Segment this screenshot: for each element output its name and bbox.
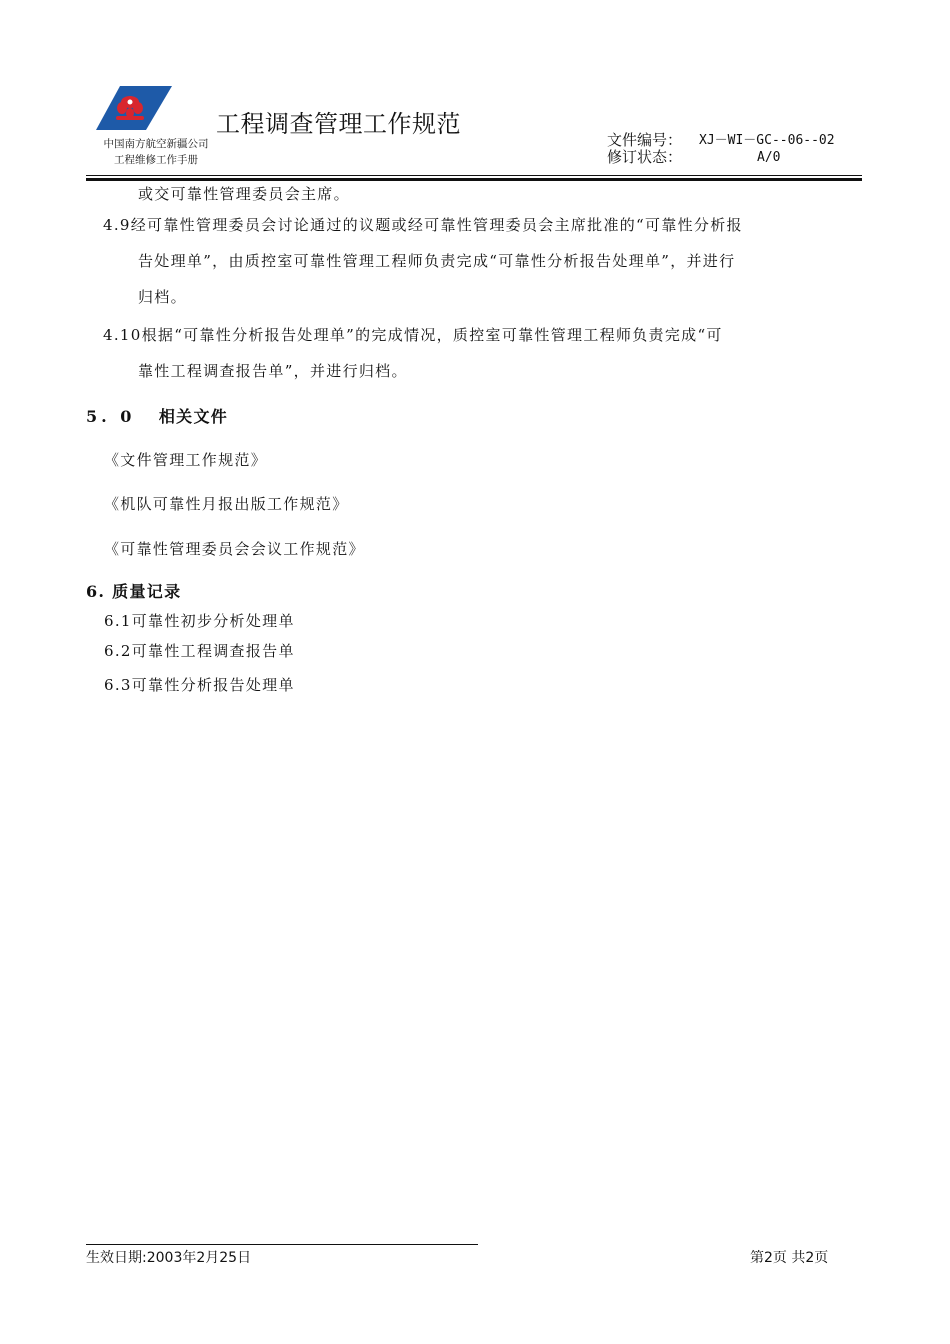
record-item: 6.2可靠性工程调查报告单 xyxy=(104,642,295,660)
item-4-10 xyxy=(86,317,862,389)
effective-date: 生效日期:2003年2月25日 xyxy=(86,1250,252,1266)
item-4-10-line-1: 4.10根据“可靠性分析报告处理单”的完成情况，质控室可靠性管理工程师负责完成“可 xyxy=(103,326,723,344)
document-meta xyxy=(607,132,835,166)
section-5-heading xyxy=(86,404,228,427)
document-title: 工程调查管理工作规范 xyxy=(216,110,461,138)
record-item: 6.3可靠性分析报告处理单 xyxy=(104,676,295,694)
footer-rule xyxy=(86,1244,478,1245)
item-4-9-line-1: 4.9经可靠性管理委员会讨论通过的议题或经可靠性管理委员会主席批准的“可靠性分析报 xyxy=(103,216,743,234)
section-5-title: 相关文件 xyxy=(158,407,229,426)
item-4-9 xyxy=(86,207,862,315)
doc-number: XJ－WI－GC--06--02 xyxy=(699,133,835,148)
reference-item: 《机队可靠性月报出版工作规范》 xyxy=(104,495,349,513)
continuation-line: 或交可靠性管理委员会主席。 xyxy=(138,185,350,203)
section-6-heading: 6. 质量记录 xyxy=(86,582,182,601)
record-item: 6.1可靠性初步分析处理单 xyxy=(104,612,295,630)
item-4-9-line-3: 归档。 xyxy=(138,288,187,306)
manual-name: 工程维修工作手册 xyxy=(114,154,198,166)
company-logo xyxy=(96,82,172,134)
section-5-number: 5. 0 xyxy=(86,407,136,426)
revision-value: A/0 xyxy=(757,150,781,165)
reference-item: 《文件管理工作规范》 xyxy=(104,451,268,469)
revision-label: 修订状态： xyxy=(607,148,683,166)
item-4-9-line-2: 告处理单”，由质控室可靠性管理工程师负责完成“可靠性分析报告处理单”，并进行 xyxy=(138,252,736,270)
company-name: 中国南方航空新疆公司 xyxy=(103,138,209,150)
doc-number-label: 文件编号： xyxy=(607,131,683,149)
reference-item: 《可靠性管理委员会会议工作规范》 xyxy=(104,540,365,558)
page-number: 第2页 共2页 xyxy=(750,1250,829,1266)
item-4-10-line-2: 靠性工程调查报告单”，并进行归档。 xyxy=(138,362,408,380)
company-block xyxy=(86,136,226,168)
